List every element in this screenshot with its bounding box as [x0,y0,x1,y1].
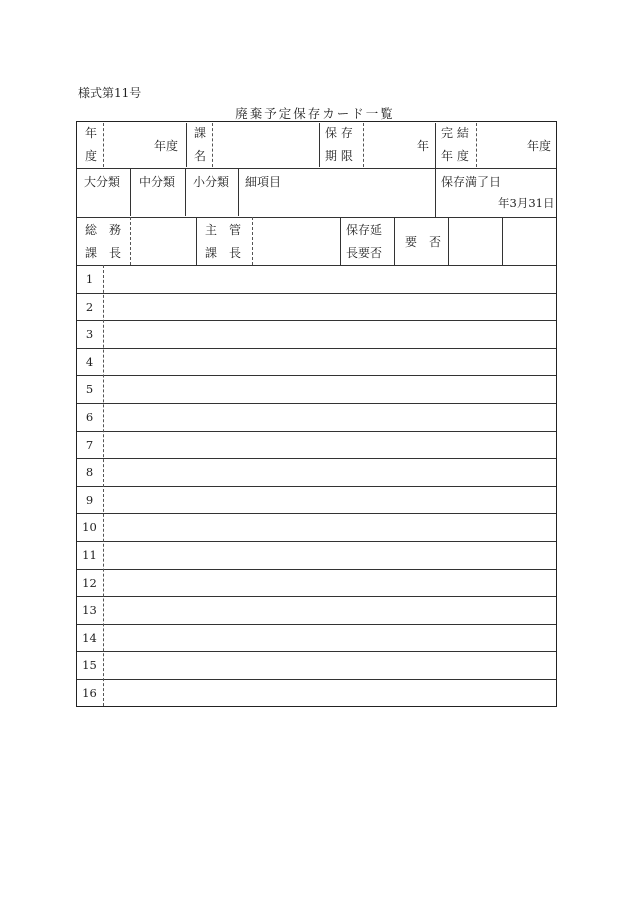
divider [185,168,186,216]
label-daibunrui: 大分類 [84,175,121,189]
row-number: 16 [82,686,97,700]
label-kanketsu: 完 結 [441,126,469,140]
row-number: 13 [82,603,97,617]
label-hozon: 保 存 [325,126,353,140]
divider [186,123,187,167]
label-kacho1: 課 長 [85,246,122,260]
row-divider [77,293,556,294]
row-divider [77,486,556,487]
label-encho: 保存延 [346,223,383,237]
divider [103,265,104,706]
label-do: 度 [85,149,98,163]
label-nen: 年 [85,126,98,140]
row-number: 2 [85,300,94,314]
row-number: 4 [85,355,94,369]
divider [252,217,253,265]
divider [394,217,395,265]
row-divider [77,651,556,652]
divider [476,123,477,167]
row-divider [77,458,556,459]
row-divider [77,265,556,266]
label-nendo-kanketsu: 年 度 [441,149,469,163]
row-number: 1 [85,272,94,286]
divider [435,123,436,217]
row-divider [77,320,556,321]
row-number: 15 [82,658,97,672]
label-kigen: 期 限 [325,149,353,163]
label-ka: 課 [194,126,207,140]
row-number: 3 [85,327,94,341]
row-number: 9 [85,493,94,507]
row-number: 12 [82,576,97,590]
row-number: 5 [85,382,94,396]
divider [238,168,239,216]
divider [212,123,213,167]
divider [363,123,364,167]
label-nendo2: 年度 [527,139,552,153]
row-divider [77,541,556,542]
row-number: 8 [85,465,94,479]
label-soumu: 総 務 [85,223,122,237]
label-chubunrui: 中分類 [139,175,176,189]
row-divider [77,596,556,597]
divider [130,217,131,265]
divider [77,168,556,169]
label-shukan: 主 管 [205,223,242,237]
divider [77,217,556,218]
divider [130,168,131,216]
row-number: 10 [82,520,97,534]
label-yohi-q: 長要否 [346,246,383,260]
row-number: 6 [85,410,94,424]
document-title: 廃棄予定保存カード一覧 [235,106,395,121]
label-date-suffix: 年3月31日 [498,196,555,210]
row-divider [77,403,556,404]
label-mei: 名 [194,149,207,163]
row-divider [77,513,556,514]
label-yohi: 要 否 [405,235,442,249]
label-nendo: 年度 [154,139,179,153]
row-divider [77,431,556,432]
form-number: 様式第11号 [78,86,142,100]
form-table [76,121,557,707]
row-divider [77,375,556,376]
divider [340,217,341,265]
divider [103,123,104,167]
label-nen2: 年 [417,139,430,153]
row-number: 14 [82,631,97,645]
divider [319,123,320,167]
divider [196,217,197,265]
row-divider [77,569,556,570]
divider [448,217,449,265]
row-number: 7 [85,438,94,452]
label-hozon-manryo: 保存満了日 [441,175,502,189]
label-shobunrui: 小分類 [193,175,230,189]
row-number: 11 [82,548,97,562]
label-saikoumoku: 細項目 [245,175,282,189]
label-kacho2: 課 長 [205,246,242,260]
row-divider [77,624,556,625]
divider [502,217,503,265]
row-divider [77,679,556,680]
row-divider [77,348,556,349]
